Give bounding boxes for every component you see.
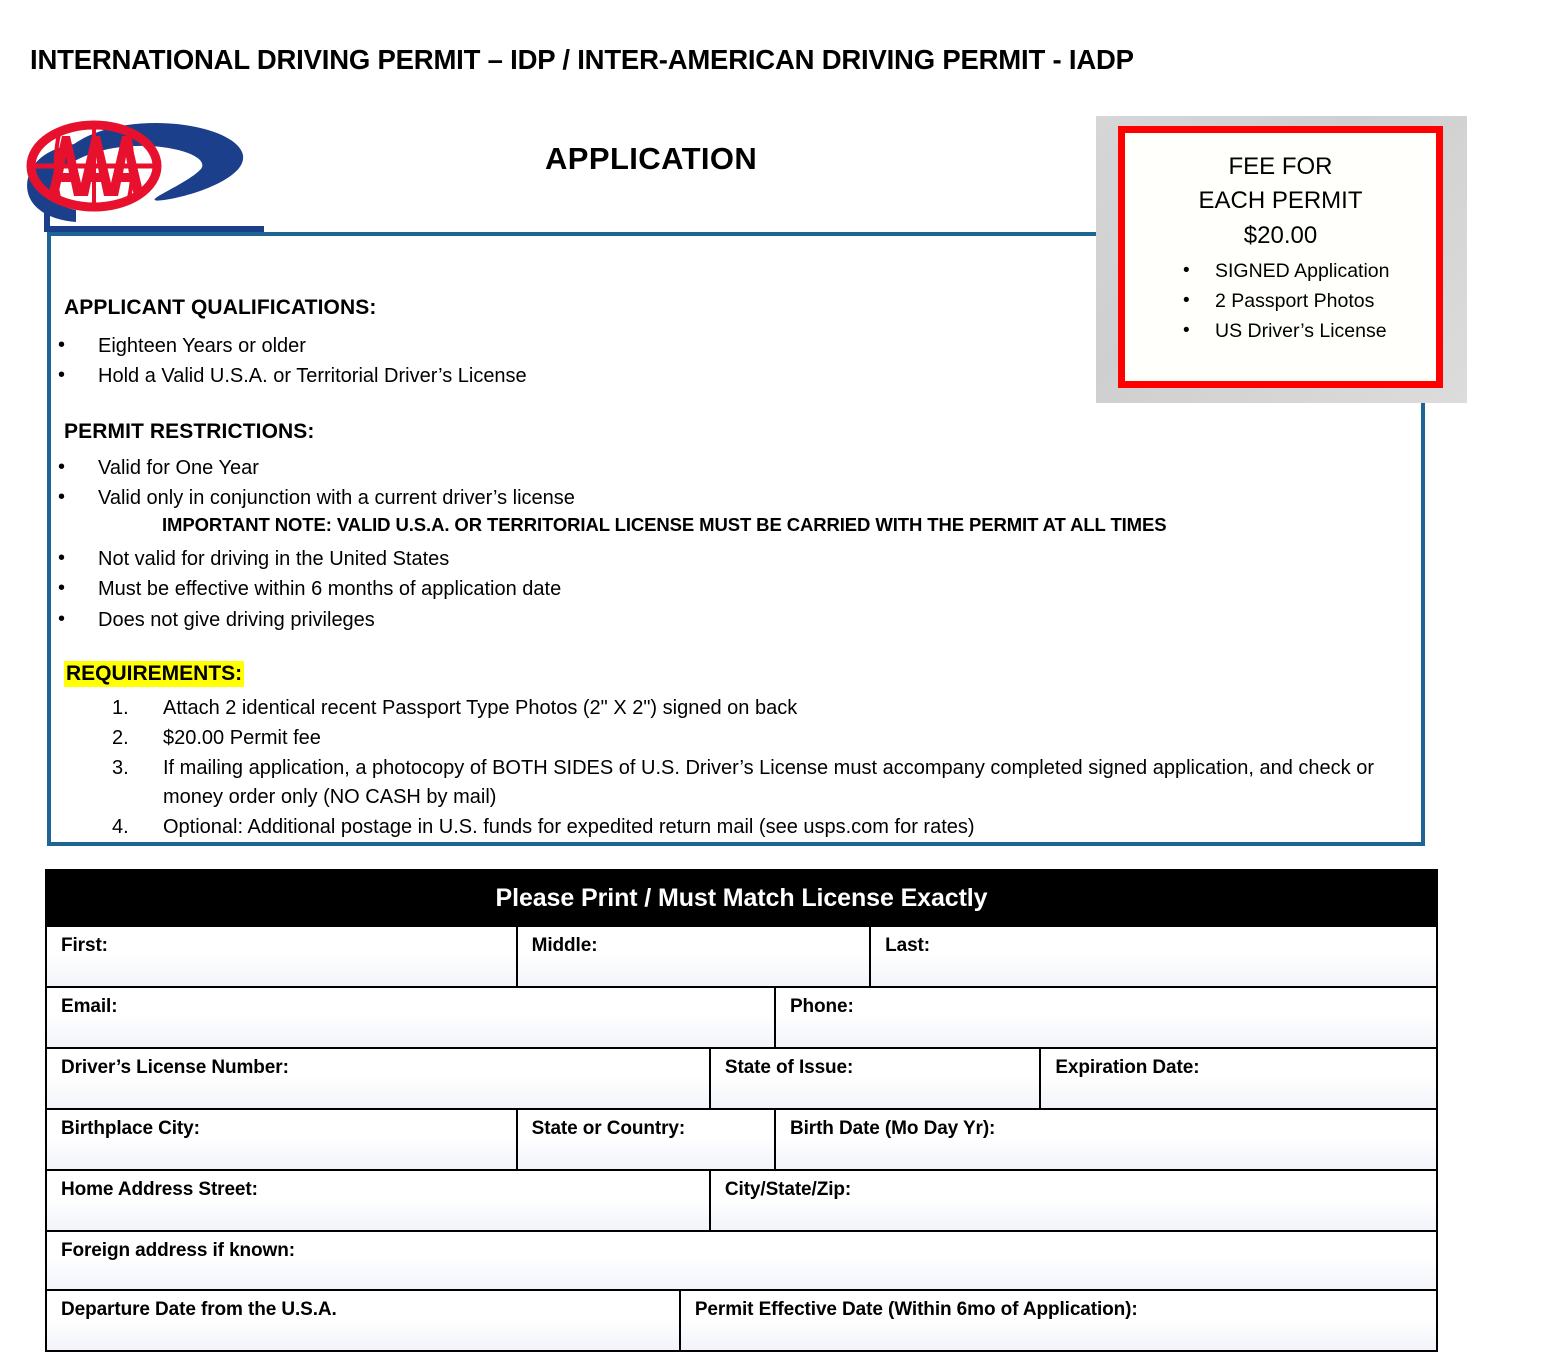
table-row xyxy=(46,1170,1437,1231)
field-birth-date[interactable] xyxy=(775,1109,1437,1170)
field-state-or-country[interactable] xyxy=(517,1109,775,1170)
list-item: If mailing application, a photocopy of BOTH SIDES of U.S. Driver’s License must accompany completed signed application, and check or money order only (NO CASH by mail) xyxy=(163,756,1374,809)
list-item: • Must be effective within 6 months of application date xyxy=(0,574,561,604)
requirements-heading: REQUIREMENTS: xyxy=(66,662,243,685)
application-heading: APPLICATION xyxy=(545,141,758,176)
field-email-label: Email: xyxy=(61,996,118,1017)
applicant-qualifications-list xyxy=(0,331,527,392)
page-title: INTERNATIONAL DRIVING PERMIT – IDP / INTER-AMERICAN DRIVING PERMIT - IADP xyxy=(30,44,1134,75)
fee-box-list xyxy=(1125,256,1436,347)
list-item: $20.00 Permit fee xyxy=(163,726,321,749)
field-expiration-date-label: Expiration Date: xyxy=(1055,1057,1200,1078)
list-item: • 2 Passport Photos xyxy=(1215,286,1436,316)
list-item: • Valid only in conjunction with a current driver’s license xyxy=(0,483,575,513)
field-first[interactable] xyxy=(46,926,517,987)
fee-box-line2: EACH PERMIT xyxy=(1198,187,1363,214)
list-item: • Eighteen Years or older xyxy=(0,331,527,361)
table-row xyxy=(46,1231,1437,1290)
field-permit-effective-date-label: Permit Effective Date (Within 6mo of Application): xyxy=(694,1299,1138,1320)
aaa-logo xyxy=(14,104,264,244)
field-birthplace-city[interactable] xyxy=(46,1109,517,1170)
field-foreign-address[interactable] xyxy=(46,1231,1437,1290)
table-row xyxy=(46,1048,1437,1109)
requirements-list xyxy=(0,694,1400,843)
field-departure-date-label: Departure Date from the U.S.A. xyxy=(61,1299,337,1320)
field-middle-label: Middle: xyxy=(531,935,598,956)
field-birthplace-city-label: Birthplace City: xyxy=(61,1118,200,1139)
field-email[interactable] xyxy=(46,987,775,1048)
field-permit-effective-date[interactable] xyxy=(680,1290,1437,1351)
field-dl-number-label: Driver’s License Number: xyxy=(61,1057,289,1078)
field-last[interactable] xyxy=(870,926,1437,987)
field-foreign-address-label: Foreign address if known: xyxy=(61,1240,295,1261)
fee-box-amount: $20.00 xyxy=(1243,222,1318,249)
field-city-state-zip[interactable] xyxy=(710,1170,1437,1231)
table-row xyxy=(46,1290,1437,1351)
logo-underline-shape xyxy=(44,208,264,232)
list-item: • US Driver’s License xyxy=(1215,316,1436,346)
list-item: • Not valid for driving in the United States xyxy=(0,544,561,574)
field-phone[interactable] xyxy=(775,987,1437,1048)
field-home-address-label: Home Address Street: xyxy=(61,1179,258,1200)
field-birth-date-label: Birth Date (Mo Day Yr): xyxy=(789,1118,996,1139)
field-last-label: Last: xyxy=(885,935,930,956)
field-expiration-date[interactable] xyxy=(1040,1048,1437,1109)
field-state-of-issue[interactable] xyxy=(710,1048,1040,1109)
field-state-of-issue-label: State of Issue: xyxy=(724,1057,854,1078)
list-item: • Hold a Valid U.S.A. or Territorial Driver’s License xyxy=(0,361,527,391)
permit-restrictions-list-b xyxy=(0,544,561,635)
permit-restrictions-heading: PERMIT RESTRICTIONS: xyxy=(64,420,315,443)
important-note: IMPORTANT NOTE: VALID U.S.A. OR TERRITORIAL LICENSE MUST BE CARRIED WITH THE PERMIT AT ALL TIMES xyxy=(162,514,1167,535)
list-item: Attach 2 identical recent Passport Type Photos (2" X 2") signed on back xyxy=(163,697,798,719)
field-first-label: First: xyxy=(61,935,108,956)
field-city-state-zip-label: City/State/Zip: xyxy=(724,1179,852,1200)
field-dl-number[interactable] xyxy=(46,1048,710,1109)
list-item: • SIGNED Application xyxy=(1215,256,1436,286)
field-home-address[interactable] xyxy=(46,1170,710,1231)
list-item: Optional: Additional postage in U.S. funds for expedited return mail (see usps.com for rates) xyxy=(163,816,975,839)
field-phone-label: Phone: xyxy=(789,996,854,1017)
field-middle[interactable] xyxy=(517,926,870,987)
field-departure-date[interactable] xyxy=(46,1290,680,1351)
table-row xyxy=(46,1109,1437,1170)
field-state-or-country-label: State or Country: xyxy=(531,1118,686,1139)
form-header-bar xyxy=(46,870,1437,926)
permit-restrictions-list-a xyxy=(0,453,575,514)
form-header-label: Please Print / Must Match License Exactly xyxy=(495,884,988,912)
list-item: • Valid for One Year xyxy=(0,453,575,483)
applicant-qualifications-heading: APPLICANT QUALIFICATIONS: xyxy=(64,296,377,319)
list-item: • Does not give driving privileges xyxy=(0,605,561,635)
fee-box xyxy=(1118,126,1443,388)
application-form xyxy=(45,869,1438,1352)
table-row xyxy=(46,987,1437,1048)
table-row xyxy=(46,926,1437,987)
fee-box-line1: FEE FOR xyxy=(1228,153,1333,180)
table-row xyxy=(46,870,1437,926)
